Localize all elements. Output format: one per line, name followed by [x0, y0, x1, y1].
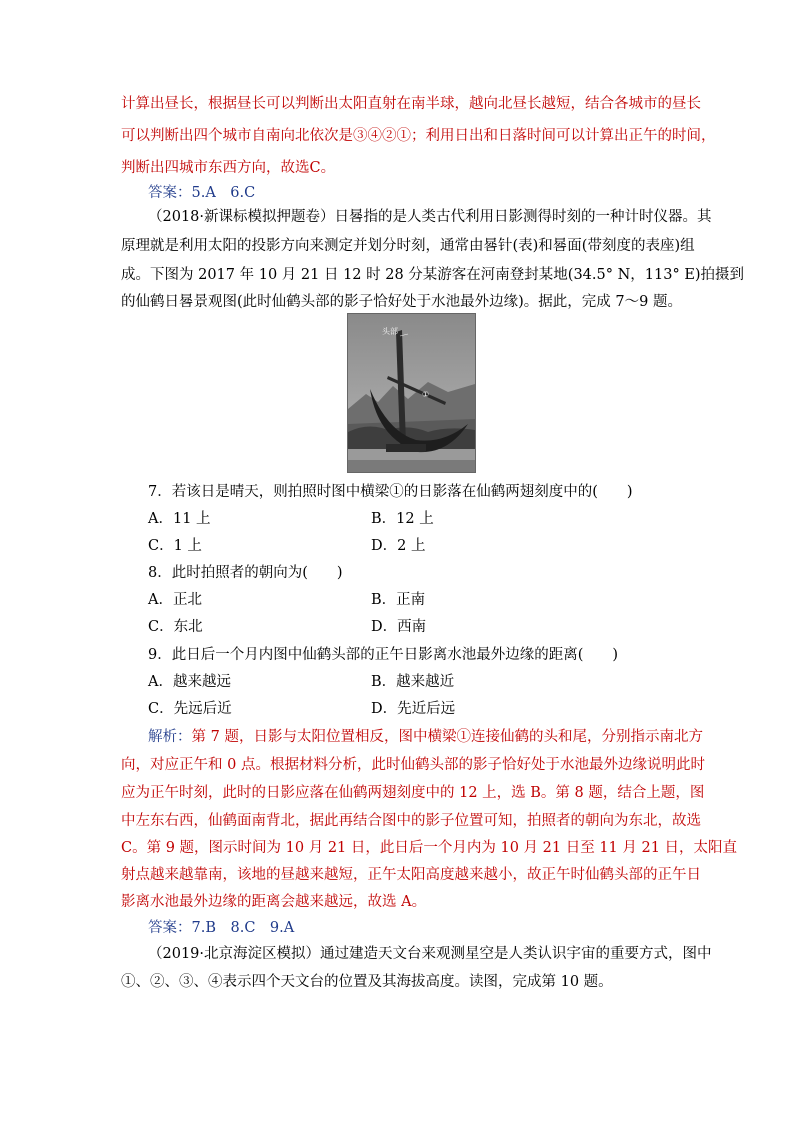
question-9-option-d: D．先近后远	[371, 701, 456, 717]
crane-sundial-photo	[347, 313, 476, 473]
intro-2-line-2: ①、②、③、④表示四个天文台的位置及其海拔高度。读图，完成第 10 题。	[121, 974, 613, 990]
explanation-7-9-line-6: 射点越来越靠南，该地的昼越来越短，正午太阳高度越来越小，故正午时仙鹤头部的正午日	[121, 867, 701, 883]
question-9-option-c: C．先远后近	[148, 701, 232, 717]
photo-label-beam: ①	[422, 390, 430, 399]
explanation-7-9-line-4: 中左东右西，仙鹤面南背北，据此再结合图中的影子位置可知，拍照者的朝向为东北，故选	[121, 813, 701, 829]
question-7-option-a: A．11 上	[148, 511, 211, 527]
explanation-label: 解析：	[148, 729, 192, 745]
intro-2-line-1: （2019·北京海淀区模拟）通过建造天文台来观测星空是人类认识宇宙的重要方式，图中	[148, 946, 712, 962]
question-8-option-a: A．正北	[148, 592, 202, 608]
question-8-option-d: D．西南	[371, 619, 427, 635]
question-7-option-b: B．12 上	[371, 511, 434, 527]
intro-1-line-2: 原理就是利用太阳的投影方向来测定并划分时刻，通常由晷针(表)和晷面(带刻度的表座)组	[121, 238, 695, 254]
question-8-stem: 8．此时拍照者的朝向为( )	[148, 565, 343, 581]
question-8-option-c: C．东北	[148, 619, 203, 635]
explanation-7-9-line-7: 影离水池最外边缘的距离会越来越远，故选 A。	[121, 894, 427, 910]
intro-1-line-1: （2018·新课标模拟押题卷）日晷指的是人类古代利用日影测得时刻的一种计时仪器。其	[148, 209, 712, 225]
question-9-stem: 9．此日后一个月内图中仙鹤头部的正午日影离水池最外边缘的距离( )	[148, 647, 619, 663]
intro-1-line-3: 成。下图为 2017 年 10 月 21 日 12 时 28 分某游客在河南登封某地(34.5° N，113° E)拍摄到	[121, 267, 745, 283]
question-7-stem: 7．若该日是晴天，则拍照时图中横梁①的日影落在仙鹤两翅刻度中的( )	[148, 484, 633, 500]
explanation-7-9-line-3: 应为正午时刻，此时的日影应落在仙鹤两翅刻度中的 12 上，选 B。第 8 题，结合上题，图	[121, 785, 705, 801]
answer-5-6: 答案：5.A 6.C	[148, 185, 256, 201]
explanation-7-9-line-1	[148, 727, 703, 747]
prev-explanation-line-3: 判断出四城市东西方向，故选C。	[121, 160, 336, 176]
question-9-option-b: B．越来越近	[371, 674, 455, 690]
prev-explanation-line-1: 计算出昼长，根据昼长可以判断出太阳直射在南半球，越向北昼长越短，结合各城市的昼长	[121, 96, 701, 112]
question-7-option-d: D．2 上	[371, 538, 426, 554]
explanation-7-9-line-2: 向，对应正午和 0 点。根据材料分析，此时仙鹤头部的影子恰好处于水池最外边缘说明此时	[121, 757, 705, 773]
answer-7-9: 答案：7.B 8.C 9.A	[148, 920, 295, 936]
crane-sundial-image	[348, 314, 475, 472]
question-7-option-c: C．1 上	[148, 538, 202, 554]
photo-label-head: 头部	[382, 327, 398, 336]
intro-1-line-4: 的仙鹤日晷景观图(此时仙鹤头部的影子恰好处于水池最外边缘)。据此，完成 7～9 题。	[121, 294, 682, 310]
question-8-option-b: B．正南	[371, 592, 426, 608]
explanation-first-line: 第 7 题，日影与太阳位置相反，图中横梁①连接仙鹤的头和尾，分别指示南北方	[191, 729, 703, 745]
question-9-option-a: A．越来越远	[148, 674, 231, 690]
explanation-7-9-line-5: C。第 9 题，图示时间为 10 月 21 日，此日后一个月内为 10 月 21 日至 11 月 21 日，太阳直	[121, 840, 738, 856]
prev-explanation-line-2: 可以判断出四个城市自南向北依次是③④②①；利用日出和日落时间可以计算出正午的时间，	[121, 128, 716, 144]
